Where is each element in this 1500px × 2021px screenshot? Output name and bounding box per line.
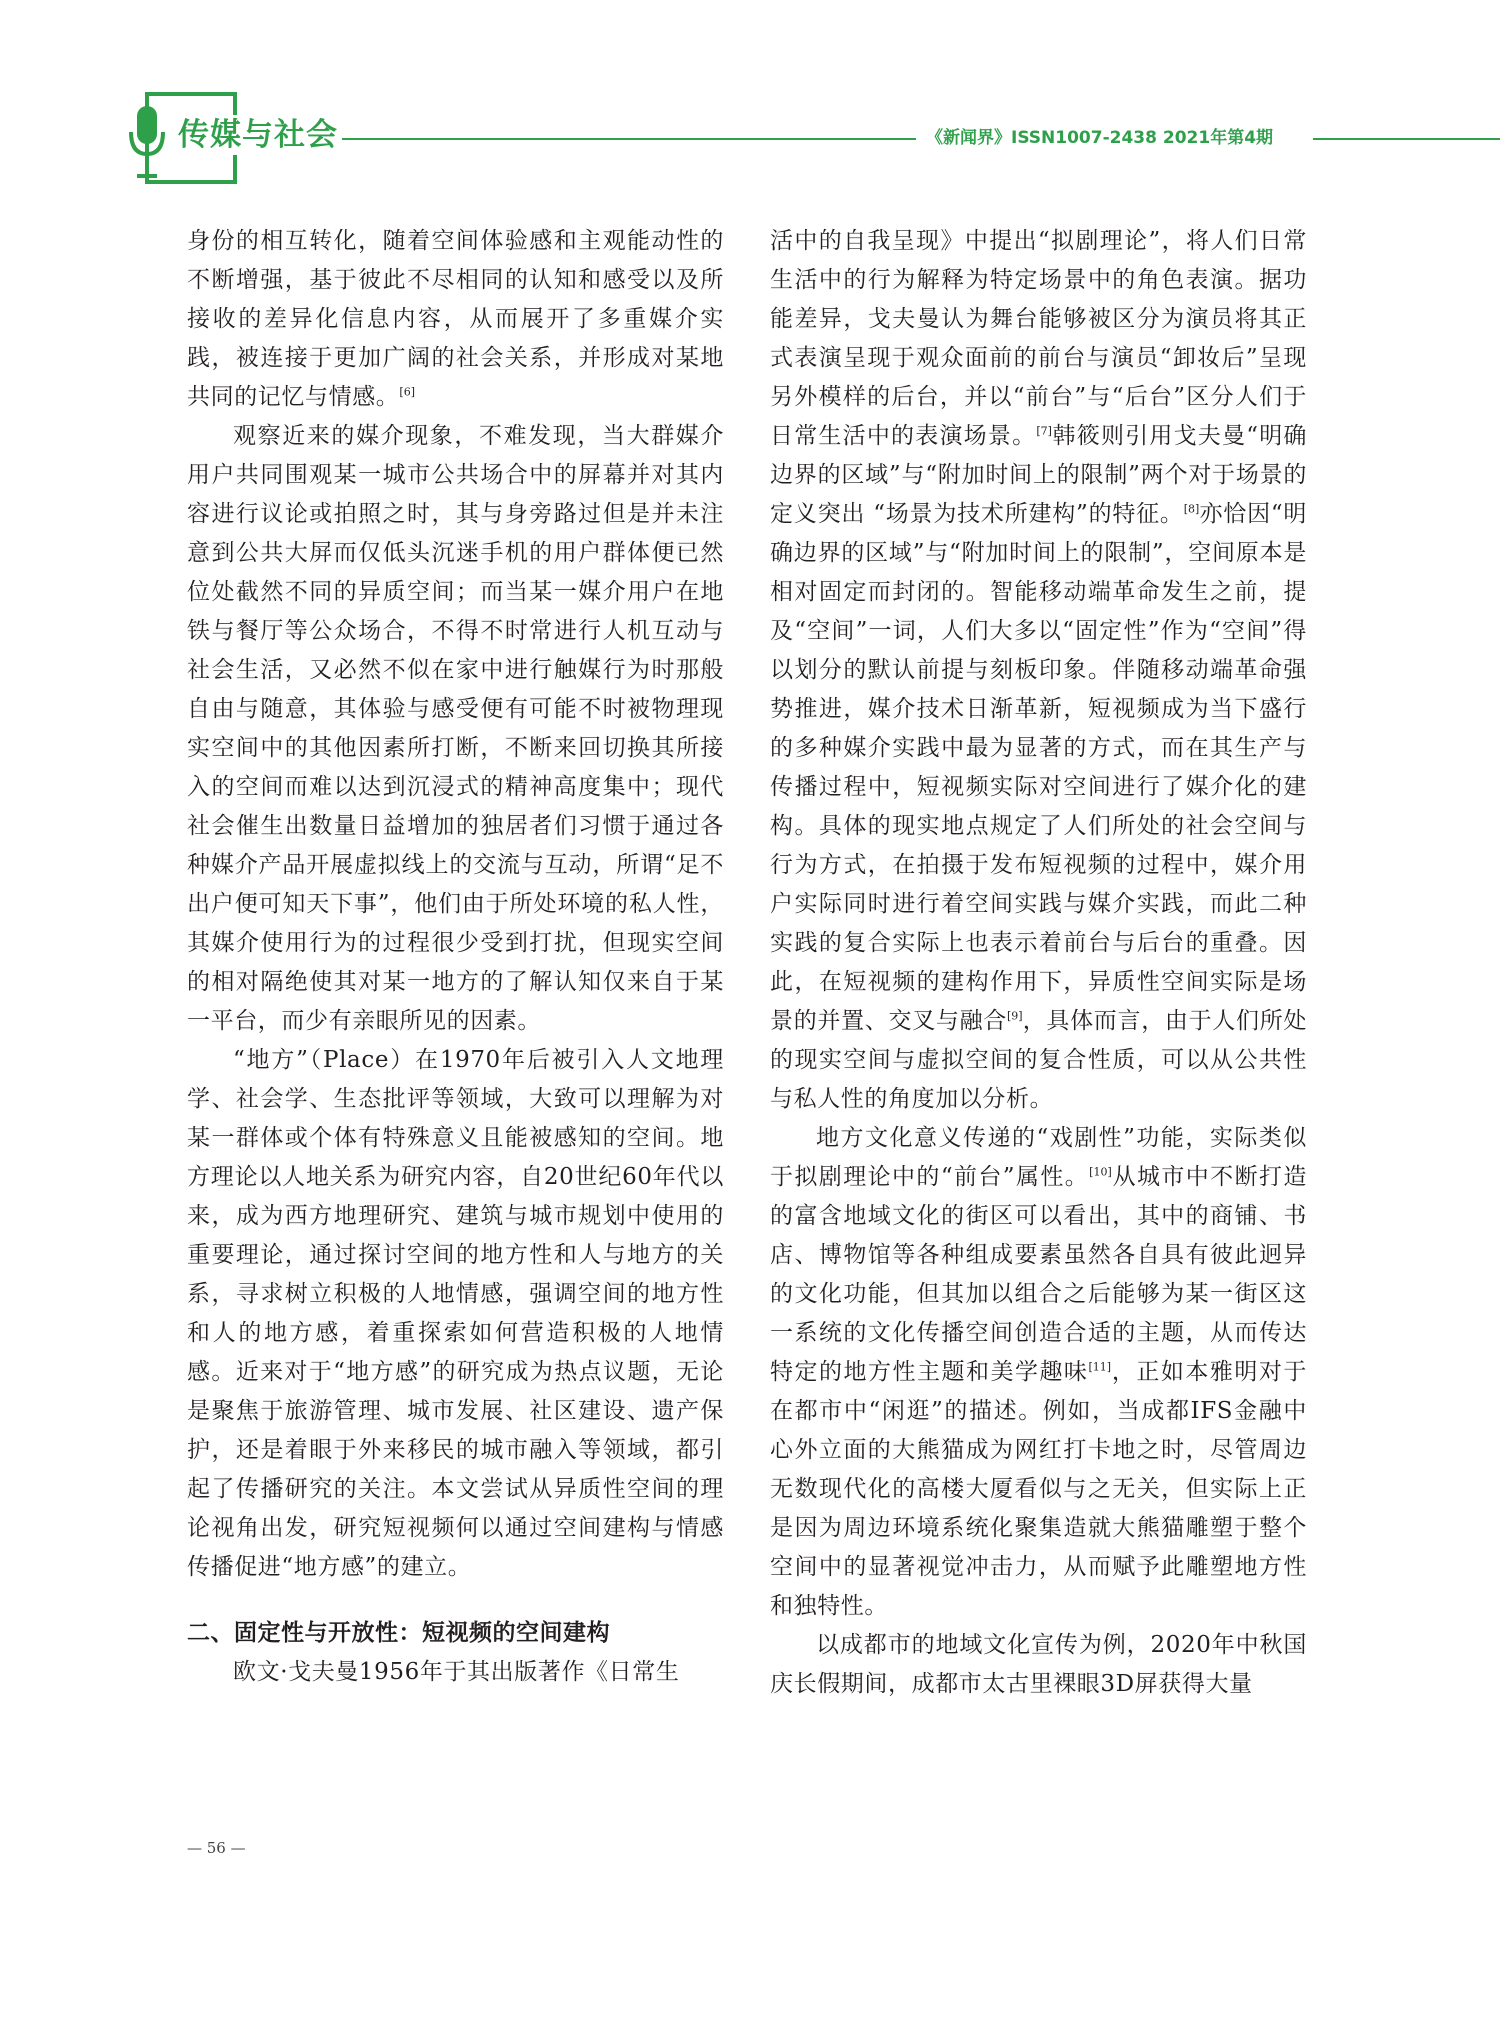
paragraph-text: 地方文化意义传递的“戏剧性”功能，实际类似于拟剧理论中的“前台”属性。	[770, 1125, 1307, 1190]
paragraph: 观察近来的媒介现象，不难发现，当大群媒介用户共同围观某一城市公共场合中的屏幕并对其内容进行议论或拍照之时，其与身旁路过但是并未注意到公共大屏而仅低头沉迷手机的用户群体便已然位处截然不同的异质空间；而当某一媒介用户在地铁与餐厅等公众场合，不得不时常进行人机互动与社会生活，又必然不似在家中进行触媒行为时那般自由与随意，其体验与感受便有可能不时被物理现实空间中的其他因素所打断，不断来回切换其所接入的空间而难以达到沉浸式的精神高度集中；现代社会催生出数量日益增加的独居者们习惯于通过各种媒介产品开展虚拟线上的交流与互动，所谓“足不出户便可知天下事”，他们由于所处环境的私人性，其媒介使用行为的过程很少受到打扰，但现实空间的相对隔绝使其对某一地方的了解认知仅来自于某一平台，而少有亲眼所见的因素。	[187, 423, 724, 1034]
paragraph	[770, 1119, 1307, 1626]
header-rule-left	[342, 138, 916, 140]
citation-ref: [8]	[1183, 502, 1200, 516]
paragraph-text: 亦恰因“明确边界的区域”与“附加时间上的限制”，空间原本是相对固定而封闭的。智能移动端革命发生之前，提及“空间”一词，人们大多以“固定性”作为“空间”得以划分的默认前提与刻板印象。伴随移动端革命强势推进，媒介技术日渐革新，短视频成为当下盛行的多种媒介实践中最为显著的方式，而在其生产与传播过程中，短视频实际对空间进行了媒介化的建构。具体的现实地点规定了人们所处的社会空间与行为方式，在拍摄于发布短视频的过程中，媒介用户实际同时进行着空间实践与媒介实践，而此二种实践的复合实际上也表示着前台与后台的重叠。因此，在短视频的建构作用下，异质性空间实际是场景的并置、交叉与融合	[770, 501, 1307, 1034]
citation-ref: [11]	[1088, 1360, 1112, 1374]
paragraph: “地方”（Place）在1970年后被引入人文地理学、社会学、生态批评等领域，大致可以理解为对某一群体或个体有特殊意义且能被感知的空间。地方理论以人地关系为研究内容，自20世纪60年代以来，成为西方地理研究、建筑与城市规划中使用的重要理论，通过探讨空间的地方性和人与地方的关系，寻求树立积极的人地情感，强调空间的地方性和人的地方感，着重探索如何营造积极的人地情感。近来对于“地方感”的研究成为热点议题，无论是聚焦于旅游管理、城市发展、社区建设、遗产保护，还是着眼于外来移民的城市融入等领域，都引起了传播研究的关注。本文尝试从异质性空间的理论视角出发，研究短视频何以通过空间建构与情感传播促进“地方感”的建立。	[187, 1047, 724, 1580]
microphone-icon	[127, 104, 167, 184]
paragraph-text: 从城市中不断打造的富含地域文化的街区可以看出，其中的商铺、书店、博物馆等各种组成要素虽然各自具有彼此迥异的文化功能，但其加以组合之后能够为某一街区这一系统的文化传播空间创造合适的主题，从而传达特定的地方性主题和美学趣味	[770, 1164, 1307, 1385]
paragraph-text: 身份的相互转化，随着空间体验感和主观能动性的不断增强，基于彼此不尽相同的认知和感受以及所接收的差异化信息内容，从而展开了多重媒介实践，被连接于更加广阔的社会关系，并形成对某地共同的记忆与情感。	[187, 228, 724, 410]
citation-ref: [6]	[399, 385, 415, 399]
paragraph	[187, 222, 724, 417]
section-title: 传媒与社会	[178, 115, 342, 155]
citation-ref: [7]	[1036, 424, 1052, 438]
paragraph-text: 韩筱则引用戈夫曼“明确边界的区域”与“附加时间上的限制”两个对于场景的定义突出 “场景为技术所建构”的特征。	[770, 423, 1307, 527]
paragraph	[770, 222, 1307, 1119]
citation-ref: [9]	[1007, 1009, 1023, 1023]
left-column	[187, 222, 724, 1692]
paragraph: 欧文·戈夫曼1956年于其出版著作《日常生	[233, 1659, 680, 1685]
citation-ref: [10]	[1089, 1165, 1112, 1179]
paragraph-text: ，正如本雅明对于在都市中“闲逛”的描述。例如，当成都IFS金融中心外立面的大熊猫成为网红打卡地之时，尽管周边无数现代化的高楼大厦看似与之无关，但实际上正是因为周边环境系统化聚集造就大熊猫雕塑于整个空间中的显著视觉冲击力，从而赋予此雕塑地方性和独特性。	[770, 1359, 1307, 1619]
paragraph-text: ，具体而言，由于人们所处的现实空间与虚拟空间的复合性质，可以从公共性与私人性的角度加以分析。	[770, 1008, 1308, 1112]
paragraph: 以成都市的地域文化宣传为例，2020年中秋国庆长假期间，成都市太古里裸眼3D屏获得大量	[770, 1632, 1307, 1697]
paragraph-text: 活中的自我呈现》中提出“拟剧理论”，将人们日常生活中的行为解释为特定场景中的角色表演。据功能差异，戈夫曼认为舞台能够被区分为演员将其正式表演呈现于观众面前的前台与演员“卸妆后”呈现另外模样的后台，并以“前台”与“后台”区分人们于日常生活中的表演场景。	[770, 228, 1307, 449]
header-rule-right	[1313, 138, 1500, 140]
right-column	[770, 222, 1307, 1704]
journal-info: 《新闻界》ISSN1007-2438 2021年第4期	[926, 128, 1274, 148]
section-heading: 二、固定性与开放性：短视频的空间建构	[187, 1620, 610, 1646]
page-number: — 56 —	[187, 1839, 246, 1857]
